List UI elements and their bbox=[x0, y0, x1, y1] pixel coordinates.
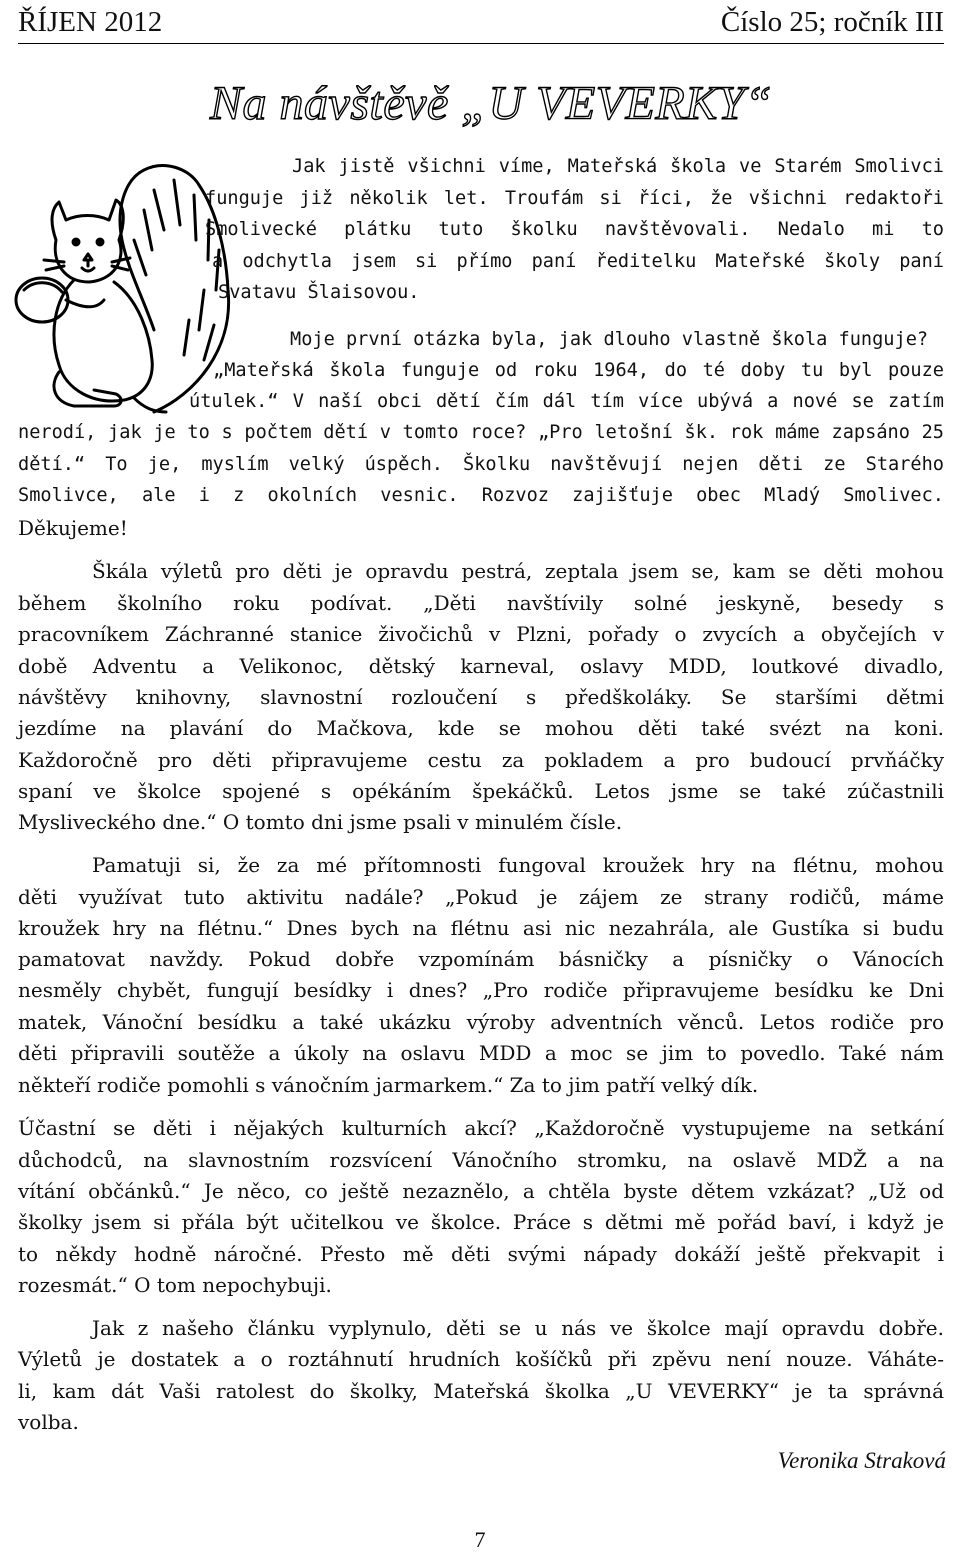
header-rule bbox=[18, 43, 944, 44]
text-line: školky jsem si přála být učitelkou ve školce. Práce s dětmi mě pořád baví, i když je bbox=[18, 1210, 944, 1234]
text-line: pracovníkem Záchranné stanice živočichů v Plzni, pořady o zvycích a obyčejích v bbox=[18, 622, 944, 646]
text-line: Svatavu Šlaisovou. bbox=[218, 282, 420, 303]
text-line: spaní ve školce spojené s opékáním špekáčků. Letos jsme se také zúčastnili bbox=[18, 779, 944, 803]
text-line: Každoročně pro děti připravujeme cestu za pokladem a pro budoucí prvňáčky bbox=[18, 748, 944, 772]
text-line: někteří rodiče pomohli s vánočním jarmarkem.“ Za to jim patří velký dík. bbox=[18, 1073, 759, 1097]
text-line: nerodí, jak je to s počtem dětí v tomto roce? „Pro letošní šk. rok máme zapsáno 25 bbox=[18, 422, 944, 443]
text-line: během školního roku podívat. „Děti navštívily solné jeskyně, besedy s bbox=[18, 591, 944, 615]
text-line: volba. bbox=[18, 1410, 79, 1434]
text-line: funguje již několik let. Troufám si říci, že všichni redaktoři bbox=[205, 188, 944, 209]
text-line: návštěvy knihovny, slavnostní rozloučení s předškoláky. Se staršími dětmi bbox=[18, 685, 944, 709]
text-line: „Mateřská škola funguje od roku 1964, do té doby tu byl pouze bbox=[213, 360, 944, 381]
issue-date: ŘÍJEN 2012 bbox=[18, 6, 163, 38]
text-line: a odchytla jsem si přímo paní ředitelku Mateřské školy paní bbox=[212, 251, 944, 272]
author-signature: Veronika Straková bbox=[777, 1448, 946, 1473]
text-line: to někdy hodně náročné. Přesto mě děti svými nápady dokáží ještě překvapit i bbox=[18, 1242, 944, 1266]
text-line: Výletů je dostatek a o roztáhnutí hrudních košíčků při zpěvu není nouze. Váháte- bbox=[18, 1347, 944, 1371]
text-line: děti využívat tuto aktivitu nadále? „Pokud je zájem ze strany rodičů, máme bbox=[18, 885, 944, 909]
text-line: děti připravili soutěže a úkoly na oslavu MDD a moc se jim to povedlo. Také nám bbox=[18, 1041, 944, 1065]
text-line: nesměly chybět, fungují besídky i dnes? „Pro rodiče připravujeme besídku ke Dni bbox=[18, 978, 944, 1002]
text-line: Pamatuji si, že za mé přítomnosti fungoval kroužek hry na flétnu, mohou bbox=[92, 853, 944, 877]
page-number: 7 bbox=[474, 1527, 486, 1552]
text-line: Jak jistě všichni víme, Mateřská škola ve Starém Smolivci bbox=[292, 156, 944, 177]
text-line: dětí.“ To je, myslím velký úspěch. Školku navštěvují nejen děti ze Starého bbox=[18, 454, 944, 475]
article-title: Na návštěvě „U VEVERKY“ bbox=[210, 77, 773, 130]
text-line: útulek.“ V naší obci dětí čím dál tím více ubývá a nové se zatím bbox=[189, 391, 944, 412]
text-line: Děkujeme! bbox=[18, 516, 128, 540]
text-line: matek, Vánoční besídku a také ukázku výroby adventních věnců. Letos rodiče pro bbox=[18, 1010, 944, 1034]
text-line: vítání občánků.“ Je něco, co ještě nezaznělo, a chtěla byste dětem vzkázat? „Už od bbox=[18, 1179, 944, 1203]
text-line: Jak z našeho článku vyplynulo, děti se u nás ve školce mají opravdu dobře. bbox=[92, 1316, 944, 1340]
text-line: pamatovat navždy. Pokud dobře vzpomínám básničky a písničky o Vánocích bbox=[18, 947, 944, 971]
text-line: době Adventu a Velikonoc, dětský karneval, oslavy MDD, loutkové divadlo, bbox=[18, 654, 944, 678]
text-line: li, kam dát Vaši ratolest do školky, Mateřská školka „U VEVERKY“ je ta správná bbox=[18, 1379, 944, 1403]
text-line: Smolivecké plátku tuto školku navštěvovali. Nedalo mi to bbox=[205, 219, 944, 240]
page-header bbox=[18, 2, 944, 46]
text-line: Mysliveckého dne.“ O tomto dni jsme psali v minulém čísle. bbox=[18, 810, 623, 834]
text-line: Moje první otázka byla, jak dlouho vlastně škola funguje? bbox=[290, 329, 929, 350]
text-line: Účastní se děti i nějakých kulturních akcí? „Každoročně vystupujeme na setkání bbox=[18, 1116, 944, 1140]
text-line: rozesmát.“ O tom nepochybuji. bbox=[18, 1273, 332, 1297]
text-line: jezdíme na plavání do Mačkova, kde se mohou děti také svézt na koni. bbox=[18, 716, 944, 740]
text-line: důchodců, na slavnostním rozsvícení Vánočního stromku, na oslavě MDŽ a na bbox=[18, 1148, 944, 1172]
text-line: kroužek hry na flétnu.“ Dnes bych na flétnu asi nic nezahrála, ale Gustíka si budu bbox=[18, 916, 944, 940]
text-line: Škála výletů pro děti je opravdu pestrá, zeptala jsem se, kam se děti mohou bbox=[92, 559, 944, 583]
text-line: Smolivce, ale i z okolních vesnic. Rozvoz zajišťuje obec Mladý Smolivec. bbox=[18, 485, 944, 506]
issue-number: Číslo 25; ročník III bbox=[720, 6, 944, 38]
